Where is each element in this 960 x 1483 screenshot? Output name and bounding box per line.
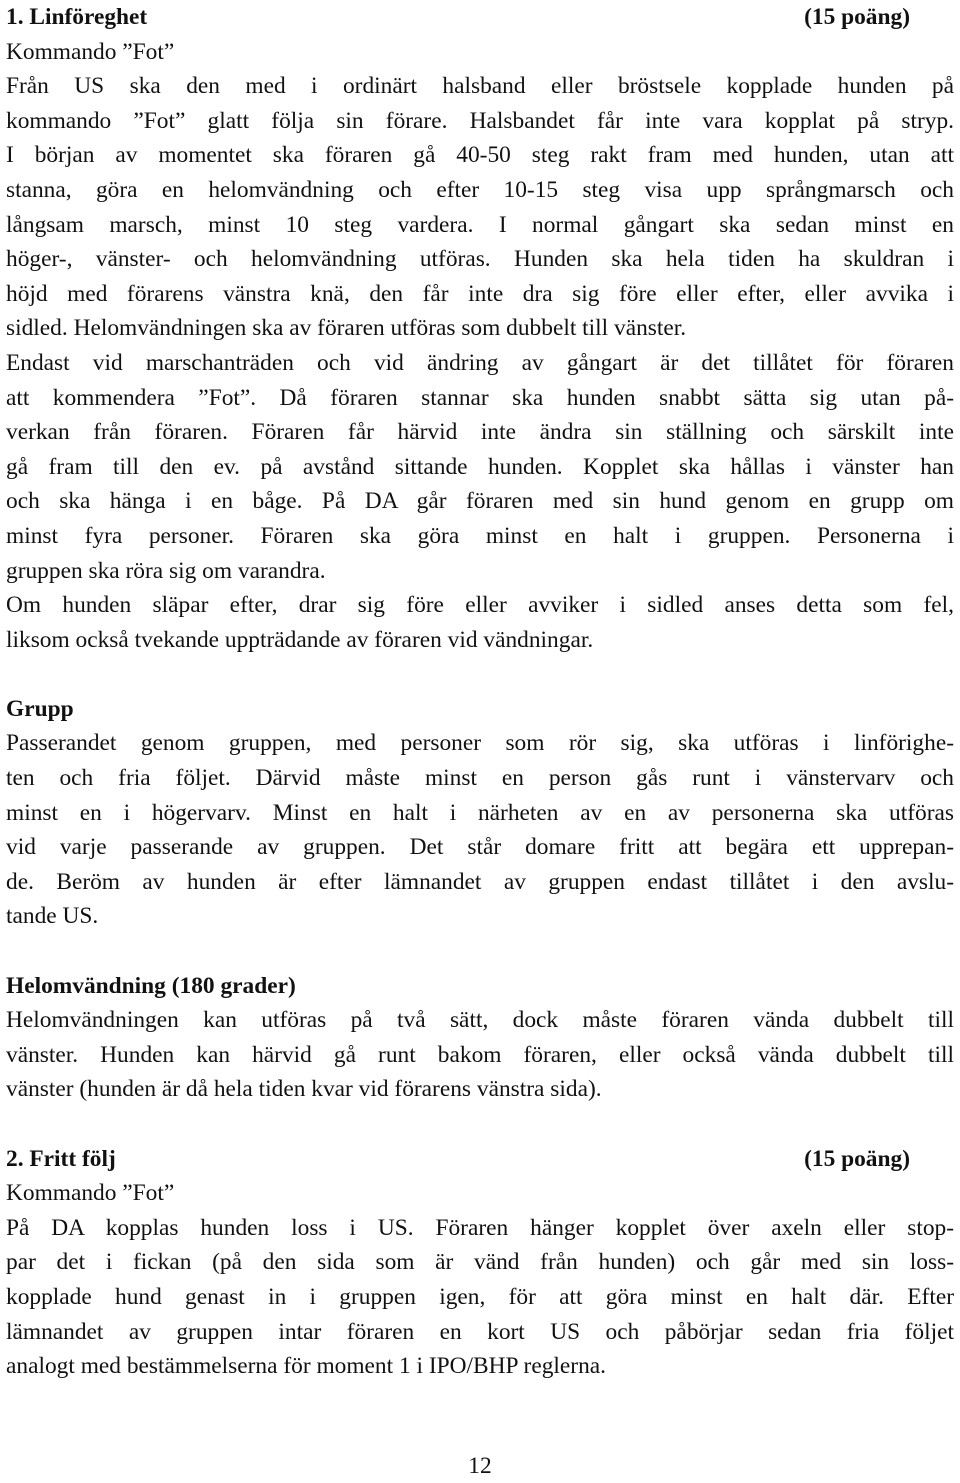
helomvandning-heading: Helomvändning (180 grader) — [6, 972, 296, 999]
body-line: och ska hänga i en båge. På DA går föraren med sin hund genom en grupp om — [6, 488, 954, 515]
body-line: I början av momentet ska föraren gå 40-50 steg rakt fram med hunden, utan att — [6, 142, 954, 169]
section-2-points: (15 poäng) — [804, 1145, 910, 1172]
body-line: Endast vid marschanträden och vid ändring av gångart är det tillåtet för föraren — [6, 349, 954, 376]
body-line: minst en i högervarv. Minst en halt i närheten av en av personerna ska utföras — [6, 799, 954, 826]
body-line: höger-, vänster- och helomvändning utföras. Hunden ska hela tiden ha skuldran i — [6, 246, 954, 273]
document-page — [6, 0, 954, 1384]
body-line: kopplade hund genast in i gruppen igen, för att göra minst en halt där. Efter — [6, 1283, 954, 1310]
spacer — [6, 1107, 954, 1142]
section-1-heading — [6, 0, 910, 35]
body-line: På DA kopplas hunden loss i US. Föraren hänger kopplet över axeln eller stop- — [6, 1214, 954, 1241]
body-line: analogt med bestämmelserna för moment 1 i IPO/BHP reglerna. — [6, 1353, 606, 1380]
spacer — [6, 934, 954, 969]
body-line: långsam marsch, minst 10 steg vardera. I normal gångart ska sedan minst en — [6, 211, 954, 238]
body-line: kommando ”Fot” glatt följa sin förare. Halsbandet får inte vara kopplat på stryp. — [6, 107, 954, 134]
body-line: verkan från föraren. Föraren får härvid inte ändra sin ställning och särskilt inte — [6, 419, 954, 446]
body-line: Från US ska den med i ordinärt halsband eller bröstsele kopplade hunden på — [6, 73, 954, 100]
section-2-heading — [6, 1142, 910, 1177]
body-line: ten och fria följet. Därvid måste minst en person gås runt i vänstervarv och — [6, 765, 954, 792]
section-1-points: (15 poäng) — [804, 4, 910, 30]
body-line: gå fram till den ev. på avstånd sittande hunden. Kopplet ska hållas i vänster han — [6, 453, 954, 480]
body-line: gruppen ska röra sig om varandra. — [6, 557, 326, 584]
page-number: 12 — [468, 1453, 492, 1479]
body-line: de. Beröm av hunden är efter lämnandet av gruppen endast tillåtet i den avslu- — [6, 868, 954, 895]
body-line: vänster (hunden är då hela tiden kvar vid förarens vänstra sida). — [6, 1076, 602, 1103]
body-line: vid varje passerande av gruppen. Det står domare fritt att begära ett upprepan- — [6, 834, 954, 861]
body-line: lämnandet av gruppen intar föraren en kort US och påbörjar sedan fria följet — [6, 1318, 954, 1345]
body-line: att kommendera ”Fot”. Då föraren stannar ska hunden snabbt sätta sig utan på- — [6, 384, 954, 411]
body-line: Om hunden släpar efter, drar sig före eller avviker i sidled anses detta som fel, — [6, 592, 954, 619]
body-line: Helomvändningen kan utföras på två sätt, dock måste föraren vända dubbelt till — [6, 1007, 954, 1034]
body-line: höjd med förarens vänstra knä, den får inte dra sig före eller efter, eller avvika i — [6, 280, 954, 307]
section-1-command: Kommando ”Fot” — [6, 38, 175, 65]
section-1-title: 1. Linföreghet — [6, 4, 148, 30]
body-line: minst fyra personer. Föraren ska göra minst en halt i gruppen. Personerna i — [6, 522, 954, 549]
grupp-heading: Grupp — [6, 695, 74, 722]
body-line: sidled. Helomvändningen ska av föraren utföras som dubbelt till vänster. — [6, 315, 687, 342]
section-2-command: Kommando ”Fot” — [6, 1180, 175, 1207]
body-line: stanna, göra en helomvändning och efter 10-15 steg visa upp språngmarsch och — [6, 176, 954, 203]
body-line: vänster. Hunden kan härvid gå runt bakom föraren, eller också vända dubbelt till — [6, 1041, 954, 1068]
section-2-title: 2. Fritt följ — [6, 1145, 116, 1172]
spacer — [6, 657, 954, 692]
body-line: Passerandet genom gruppen, med personer som rör sig, ska utföras i linförighe- — [6, 730, 954, 757]
body-line: tande US. — [6, 903, 99, 930]
body-line: par det i fickan (på den sida som är vänd från hunden) och går med sin loss- — [6, 1249, 954, 1276]
body-line: liksom också tvekande uppträdande av föraren vid vändningar. — [6, 626, 594, 653]
